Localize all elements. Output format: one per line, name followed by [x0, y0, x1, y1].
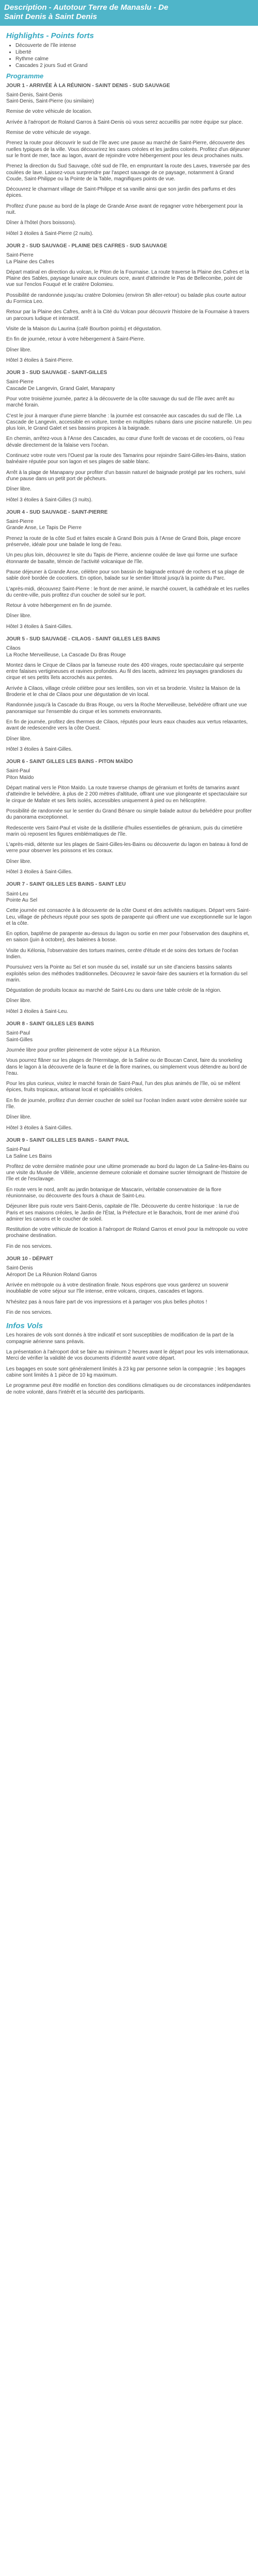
- day-meta: [6, 252, 252, 265]
- day-heading: JOUR 7 - SAINT GILLES LES BAINS - SAINT LEU: [6, 882, 126, 888]
- day-location: La Saline Les Bains: [6, 1153, 52, 1159]
- highlight-item: • Cascades 2 jours Sud et Grand: [15, 62, 252, 69]
- day-paragraph: Vous pourrez flâner sur les plages de l'Hermitage, de la Saline ou de Boucan Canot, faire du snorkeling dans le lagon à la découverte de la faune et de la flore marines, ou simplement vous détendre au bord de l'eau.: [6, 1058, 247, 1076]
- day-block: [6, 370, 252, 503]
- day-hotel: Hôtel 3 étoiles à Saint-Gilles (3 nuits).: [6, 497, 93, 503]
- day-location: Saint-Gilles: [6, 1037, 33, 1043]
- day-paragraph: En chemin, arrêtez-vous à l'Anse des Cascades, au cœur d'une forêt de vacoas et de cocotiers, où l'eau dévale directement de la falaise vers l'océan.: [6, 436, 245, 448]
- day-paragraph: Possibilité de randonnée sur le sentier du Grand Bénare ou simple balade autour du belvédère pour profiter du panorama exceptionnel.: [6, 808, 252, 821]
- day-location: Cascade De Langevin, Grand Galet, Manapany: [6, 385, 115, 392]
- day-paragraph: Montez dans le Cirque de Cilaos par la fameuse route des 400 virages, route spectaculaire qui serpente entre falaises vertigineuses et ravines profondes. Au fil des lacets, admirez les paysages grandioses du cirque et ses petits îlets accrochés aux pentes.: [6, 662, 244, 681]
- day-meta: [6, 519, 252, 532]
- day-paragraph: Pour votre troisième journée, partez à la découverte de la côte sauvage du sud de l'île avec arrêt au marché forain.: [6, 396, 235, 409]
- day-meta: [6, 379, 252, 392]
- day-paragraph: Dîner libre.: [6, 347, 31, 353]
- day-hotel: Hôtel 3 étoiles à Saint-Gilles.: [6, 869, 73, 875]
- day-paragraph: En option, baptême de parapente au-dessus du lagon ou sortie en mer pour l'observation des dauphins et, en saison (juin à octobre), des baleines à bosse.: [6, 931, 250, 943]
- banner-title-line1: Description - Autotour Terre de Manaslu - De: [4, 3, 169, 12]
- day-paragraph: Redescente vers Saint-Paul et visite de la distillerie d'huiles essentielles de géranium, puis du cimetière marin où reposent les figures emblématiques de l'île.: [6, 825, 243, 837]
- day-block: [6, 1021, 252, 1131]
- day-paragraph: Profitez d'une pause au bord de la plage de Grande Anse avant de regagner votre hébergement pour la nuit.: [6, 203, 243, 216]
- day-paragraph: Arrivée à Cilaos, village créole célèbre pour ses lentilles, son vin et sa broderie. Visitez la Maison de la Broderie et le chai de Cilaos pour une dégustation de vin local.: [6, 685, 240, 698]
- day-paragraph: Fin de nos services.: [6, 1309, 52, 1315]
- day-paragraph: Dîner libre.: [6, 486, 31, 493]
- day-location: Saint-Paul: [6, 768, 30, 774]
- day-paragraph: Départ matinal vers le Piton Maïdo. La route traverse champs de géranium et forêts de tamarins avant d'atteindre le belvédère, à plus de 2 200 mètres d'altitude, offrant une vue plongeante et spectaculaire sur le cirque de Mafate et ses îlets isolés, accessibles uniquement à pied ou en hélicoptère.: [6, 785, 248, 804]
- highlights-list: [6, 42, 252, 69]
- day-paragraph: Dîner libre.: [6, 1114, 31, 1121]
- day-paragraph: Prenez la route pour découvrir le sud de l'île avec une pause au marché de Saint-Pierre, découverte des ruelles typiques de la ville. Vous découvrirez les cases créoles et les jardins colorés. Profitez d'un déjeuner sur le front de mer, face au lagon, avant de rejoindre votre hébergement pour les deux prochaines nuits.: [6, 140, 250, 159]
- day-hotel: Hôtel 3 étoiles à Saint-Gilles.: [6, 623, 73, 630]
- infos-paragraph: Le programme peut être modifié en fonction des conditions climatiques ou de circonstances indépendantes de notre volonté, dans l'intérêt et la sécurité des participants.: [6, 1383, 251, 1395]
- day-heading: JOUR 9 - SAINT GILLES LES BAINS - SAINT PAUL: [6, 1137, 130, 1143]
- day-meta: [6, 768, 252, 781]
- day-heading: JOUR 8 - SAINT GILLES LES BAINS: [6, 1021, 94, 1027]
- day-meta: [6, 1147, 252, 1160]
- day-paragraph: Continuez votre route vers l'Ouest par la route des Tamarins pour rejoindre Saint-Gilles-les-Bains, station balnéaire réputée pour son lagon et ses plages de sable blanc.: [6, 453, 246, 465]
- programme-title: Programme: [6, 72, 44, 80]
- day-paragraph: Arrêt à la plage de Manapany pour profiter d'un bassin naturel de baignade protégé par les rochers, suivi d'une pause dans un petit port de pêcheurs.: [6, 469, 246, 482]
- main-content: [0, 26, 258, 1410]
- day-meta: [6, 1265, 252, 1278]
- day-location: Aéroport De La Réunion Roland Garros: [6, 1272, 97, 1278]
- day-paragraph: En fin de journée, profitez d'un dernier coucher de soleil sur l'océan Indien avant votre dernière soirée sur l'île.: [6, 1097, 247, 1110]
- highlights-title: Highlights - Points forts: [6, 31, 94, 40]
- day-location: Piton Maïdo: [6, 774, 34, 781]
- day-paragraph: Retour à votre hébergement en fin de journée.: [6, 603, 112, 609]
- highlight-item: • Découverte de l'île intense: [15, 42, 252, 49]
- day-paragraph: L'après-midi, détente sur les plages de Saint-Gilles-les-Bains ou découverte du lagon en bateau à fond de verre pour observer les poissons et les coraux.: [6, 842, 248, 854]
- day-block: [6, 1256, 252, 1316]
- day-paragraph: Randonnée jusqu'à la Cascade du Bras Rouge, ou vers la Roche Merveilleuse, belvédère offrant une vue panoramique sur l'ensemble du cirque et les sommets environnants.: [6, 702, 247, 715]
- day-location: Saint-Denis: [6, 1265, 33, 1272]
- day-location: Saint-Pierre: [6, 519, 34, 525]
- day-hotel: Hôtel 3 étoiles à Saint-Pierre.: [6, 357, 74, 363]
- infos-section: [6, 1332, 252, 1395]
- day-location: Grande Anse, Le Tapis De Pierre: [6, 525, 82, 531]
- day-paragraph: En fin de journée, profitez des thermes de Cilaos, réputés pour leurs eaux chaudes aux vertus relaxantes, avant de redescendre vers la côte Ouest.: [6, 719, 248, 732]
- day-heading: JOUR 4 - SUD SAUVAGE - SAINT-PIERRE: [6, 509, 108, 515]
- day-hotel: Hôtel 3 étoiles à Saint-Gilles.: [6, 1125, 73, 1131]
- day-paragraph: En fin de journée, retour à votre hébergement à Saint-Pierre.: [6, 336, 146, 343]
- day-block: [6, 1138, 252, 1250]
- day-paragraph: N'hésitez pas à nous faire part de vos impressions et à partager vos plus belles photos !: [6, 1299, 207, 1305]
- day-location: Saint-Pierre: [6, 252, 34, 259]
- day-heading: JOUR 2 - SUD SAUVAGE - PLAINE DES CAFRES - SUD SAUVAGE: [6, 243, 167, 249]
- highlight-item: • Liberté: [15, 49, 252, 56]
- day-paragraph: Journée libre pour profiter pleinement de votre séjour à La Réunion.: [6, 1047, 162, 1053]
- day-paragraph: L'après-midi, découvrez Saint-Pierre : le front de mer animé, le marché couvert, la cathédrale et les ruelles du centre-ville, puis profitez d'un coucher de soleil sur le port.: [6, 586, 250, 598]
- day-paragraph: Dîner libre.: [6, 998, 31, 1004]
- day-block: [6, 510, 252, 630]
- day-meta: [6, 646, 252, 658]
- day-block: [6, 83, 252, 237]
- day-heading: JOUR 10 - DÉPART: [6, 1256, 53, 1262]
- day-location: Saint-Paul: [6, 1030, 30, 1037]
- day-paragraph: Dîner à l'hôtel (hors boissons).: [6, 220, 76, 226]
- day-paragraph: Un peu plus loin, découvrez le site du Tapis de Pierre, ancienne coulée de lave qui forme une surface étonnante de basalte, témoin de l'activité volcanique de l'île.: [6, 552, 238, 565]
- day-block: [6, 243, 252, 364]
- day-paragraph: Possibilité de randonnée jusqu'au cratère Dolomieu (environ 5h aller-retour) ou balade plus courte autour du Formica Leo.: [6, 292, 246, 305]
- day-paragraph: En route vers le nord, arrêt au jardin botanique de Mascarin, véritable conservatoire de la flore réunionnaise, ou découverte des fours à chaux de Saint-Leu.: [6, 1187, 221, 1199]
- day-hotel: Hôtel 3 étoiles à Saint-Gilles.: [6, 746, 73, 752]
- day-paragraph: Découvrez le charmant village de Saint-Philippe et sa vanille ainsi que son jardin des parfums et des épices.: [6, 187, 236, 199]
- day-hotel: Hôtel 3 étoiles à Saint-Pierre (2 nuits).: [6, 230, 93, 236]
- day-paragraph: Remise de votre véhicule de voyage.: [6, 130, 91, 136]
- day-location: La Roche Merveilleuse, La Cascade Du Bras Rouge: [6, 652, 126, 658]
- infos-title: Infos Vols: [6, 1321, 43, 1331]
- day-paragraph: Dîner libre.: [6, 736, 31, 742]
- day-location: Saint-Paul: [6, 1147, 30, 1153]
- day-paragraph: Retour par la Plaine des Cafres, arrêt à la Cité du Volcan pour découvrir l'histoire de la Fournaise à travers un parcours ludique et interactif.: [6, 309, 250, 321]
- day-paragraph: Arrivée à l'aéroport de Roland Garros à Saint-Denis où vous serez accueillis par notre équipe sur place.: [6, 119, 243, 125]
- day-location: Pointe Au Sel: [6, 897, 38, 903]
- day-paragraph: Arrivée en métropole ou à votre destination finale. Nous espérons que vous garderez un souvenir inoubliable de votre séjour sur l'île intense, entre volcans, cirques, cascades et lagons.: [6, 1282, 229, 1295]
- programme-days: [6, 83, 252, 1316]
- highlight-item: • Rythme calme: [15, 56, 252, 62]
- day-heading: JOUR 5 - SUD SAUVAGE - CILAOS - SAINT GILLES LES BAINS: [6, 636, 160, 642]
- day-paragraph: Déjeuner libre puis route vers Saint-Denis, capitale de l'île. Découverte du centre historique : la rue de Paris et ses maisons créoles, le Jardin de l'État, la Préfecture et le Barachois, front de mer animé d'où admirer les canons et le coucher de soleil.: [6, 1204, 239, 1222]
- day-meta: [6, 92, 252, 105]
- day-location: Saint-Denis, Saint-Denis: [6, 92, 62, 98]
- day-paragraph: Remise de votre véhicule de location.: [6, 109, 92, 115]
- day-paragraph: Dîner libre.: [6, 613, 31, 619]
- day-block: [6, 759, 252, 875]
- day-paragraph: Fin de nos services.: [6, 1243, 52, 1249]
- day-paragraph: Profitez de votre dernière matinée pour une ultime promenade au bord du lagon de La Saline-les-Bains ou une visite du Musée de Villèle, ancienne demeure coloniale et domaine sucrier témoignant de l'histoire de l'île et de l'esclavage.: [6, 1163, 249, 1182]
- banner-title-line2: Saint Denis à Saint Denis: [4, 12, 98, 21]
- page-banner: [0, 0, 258, 26]
- day-meta: [6, 891, 252, 904]
- day-paragraph: Restitution de votre véhicule de location à l'aéroport de Roland Garros et envol pour la métropole ou votre prochaine destination.: [6, 1227, 248, 1239]
- day-location: Cilaos: [6, 646, 21, 652]
- day-paragraph: Cette journée est consacrée à la découverte de la côte Ouest et des activités nautiques. Départ vers Saint-Leu, village de pêcheurs réputé pour ses spots de parapente qui offrent une vue exceptionnelle sur le lagon et la côte.: [6, 908, 252, 926]
- day-location: Saint-Denis, Saint-Pierre (ou similaire): [6, 98, 94, 105]
- day-block: [6, 882, 252, 1015]
- day-paragraph: Pour les plus curieux, visitez le marché forain de Saint-Paul, l'un des plus animés de l'île, où se mêlent épices, fruits tropicaux, artisanat local et spécialités créoles.: [6, 1081, 240, 1093]
- day-paragraph: Poursuivez vers la Pointe au Sel et son musée du sel, installé sur un site d'anciens bassins salants exploités selon des méthodes traditionnelles. Découvrez le savoir-faire des sauniers et la formation du sel marin.: [6, 964, 248, 983]
- day-heading: JOUR 3 - SUD SAUVAGE - SAINT-GILLES: [6, 370, 107, 376]
- day-paragraph: Dégustation de produits locaux au marché de Saint-Leu ou dans une table créole de la région.: [6, 988, 221, 994]
- day-paragraph: C'est le jour à marquer d'une pierre blanche : la journée est consacrée aux cascades du sud de l'île. La Cascade de Langevin, accessible en voiture, tombe en multiples rubans dans une piscine naturelle. Un peu plus loin, le Grand Galet et ses bassins propices à la baignade.: [6, 413, 252, 432]
- day-heading: JOUR 6 - SAINT GILLES LES BAINS - PITON MAÏDO: [6, 759, 133, 765]
- day-location: La Plaine des Cafres: [6, 259, 54, 265]
- day-paragraph: Visite de la Maison du Laurina (café Bourbon pointu) et dégustation.: [6, 326, 162, 332]
- day-paragraph: Dîner libre.: [6, 858, 31, 865]
- day-paragraph: Visite du Kélonia, l'observatoire des tortues marines, centre d'étude et de soins des tortues de l'océan Indien.: [6, 947, 238, 960]
- day-paragraph: Prenez la route de la côte Sud et faites escale à Grand Bois puis à l'Anse de Grand Bois, plage encore préservée, idéale pour une balade le long de l'eau.: [6, 535, 241, 548]
- day-heading: JOUR 1 - ARRIVÉE À LA RÉUNION - SAINT DENIS - SUD SAUVAGE: [6, 82, 170, 89]
- day-paragraph: Prenez la direction du Sud Sauvage, côté sud de l'île, en empruntant la route des Laves, traversée par des coulées de lave. Laissez-vous surprendre par l'aspect sauvage de ce paysage, notamment à Grand Coude, Saint-Philippe ou la Pointe de la Table, magnifiques points de vue.: [6, 163, 250, 182]
- infos-paragraph: Les horaires de vols sont donnés à titre indicatif et sont susceptibles de modification de la part de la compagnie aérienne sans préavis.: [6, 1332, 234, 1345]
- day-block: [6, 636, 252, 753]
- day-location: Saint-Leu: [6, 891, 28, 897]
- infos-paragraph: La présentation à l'aéroport doit se faire au minimum 2 heures avant le départ pour les vols internationaux. Merci de vérifier la validité de vos documents d'identité avant votre départ.: [6, 1349, 250, 1362]
- day-location: Saint-Pierre: [6, 379, 34, 385]
- day-paragraph: Départ matinal en direction du volcan, le Piton de la Fournaise. La route traverse la Plaine des Cafres et la Plaine des Sables, paysage lunaire aux couleurs ocre, avant d'atteindre le Pas de Bellecombe, point de vue sur l'enclos Fouqué et le cratère Dolomieu.: [6, 269, 249, 288]
- day-hotel: Hôtel 3 étoiles à Saint-Leu.: [6, 1008, 69, 1014]
- day-paragraph: Pause déjeuner à Grande Anse, célèbre pour son bassin de baignade entouré de rochers et sa plage de sable doré bordée de cocotiers. En option, balade sur le sentier littoral jusqu'à la pointe du Parc.: [6, 569, 245, 582]
- day-meta: [6, 1030, 252, 1043]
- infos-paragraph: Les bagages en soute sont généralement limités à 23 kg par personne selon la compagnie ; les bagages cabine sont limités à 1 pièce de 10 kg maximum.: [6, 1366, 246, 1378]
